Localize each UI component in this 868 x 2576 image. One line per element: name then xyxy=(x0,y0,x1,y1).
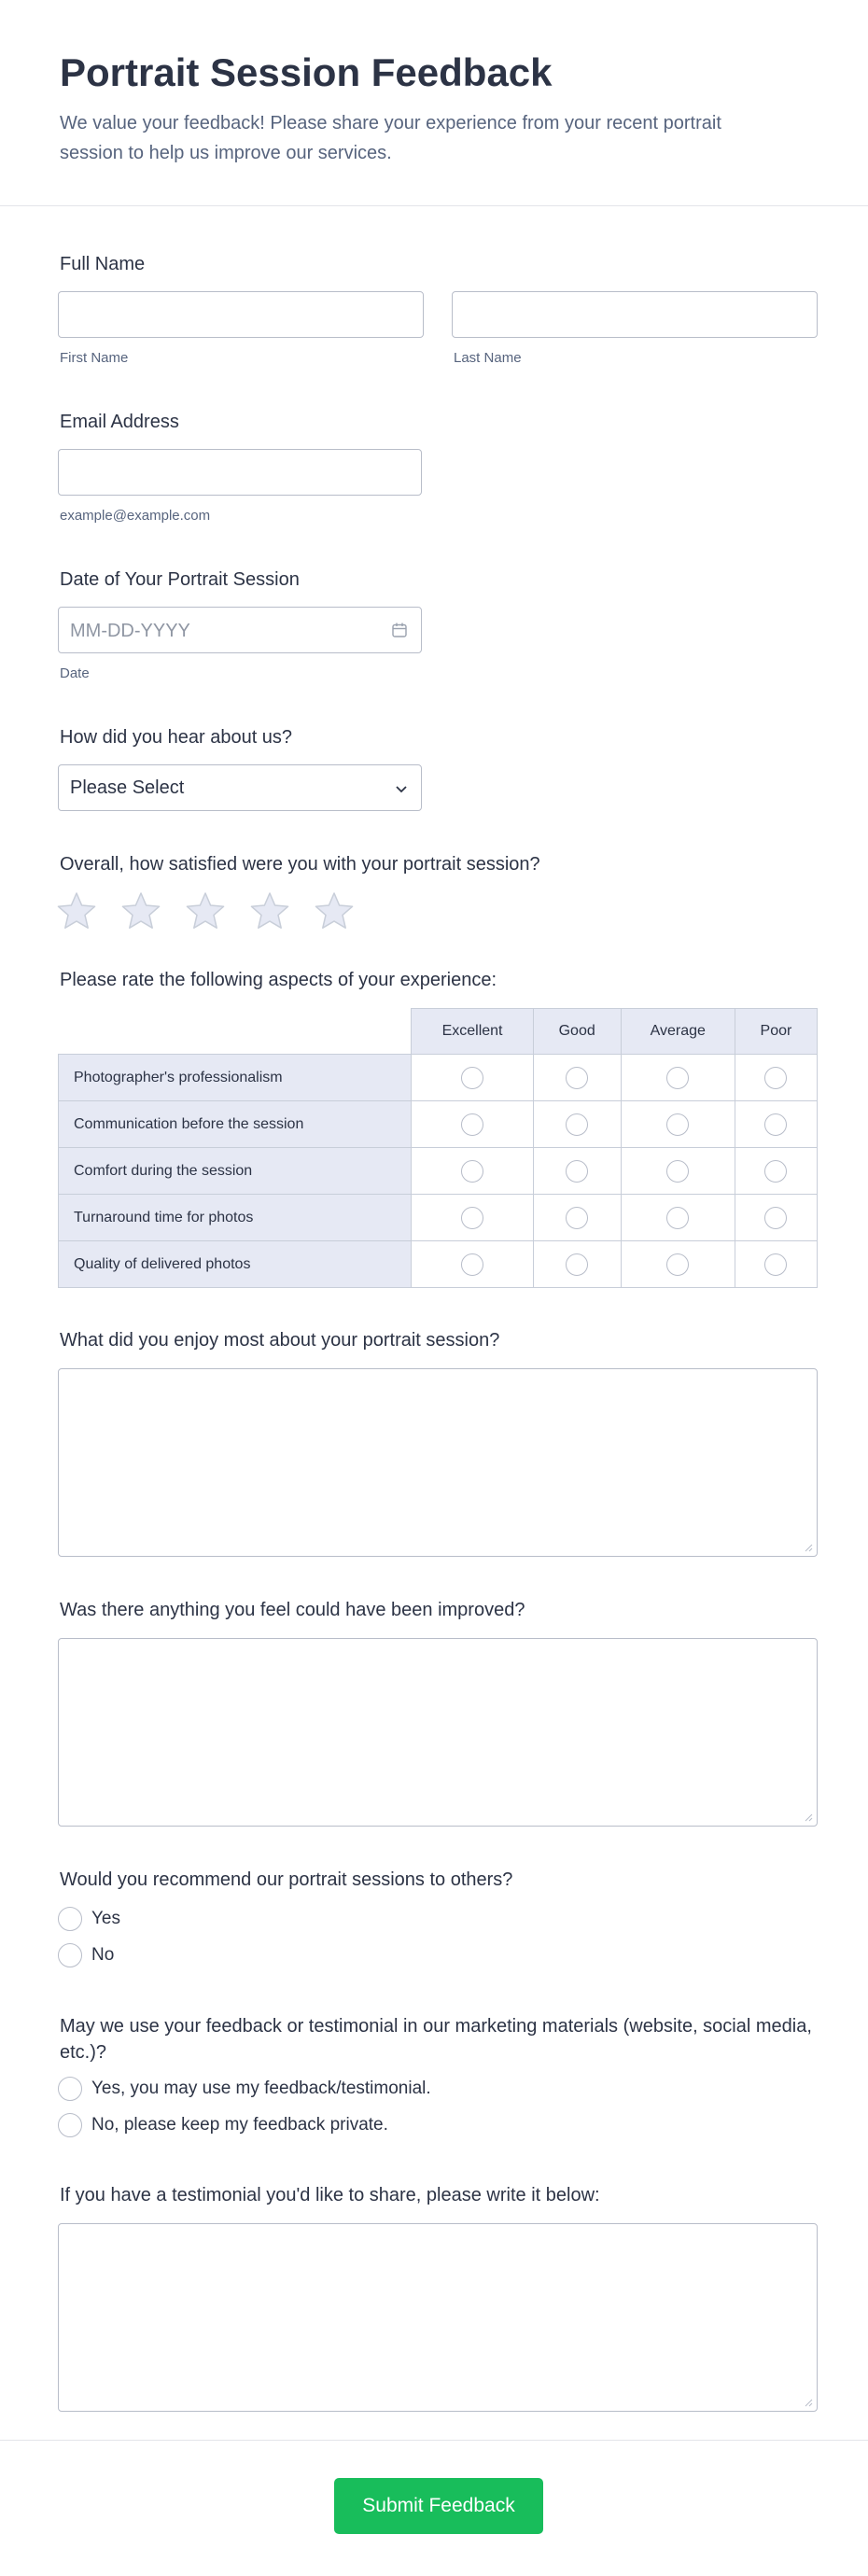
matrix-row-label: Photographer's professionalism xyxy=(59,1055,412,1101)
form-title: Portrait Session Feedback xyxy=(60,50,553,94)
matrix-row xyxy=(59,1055,818,1101)
star-icon[interactable] xyxy=(249,890,290,931)
matrix-column-header: Good xyxy=(533,1009,621,1055)
matrix-row-label: Communication before the session xyxy=(59,1101,412,1148)
matrix-row-label: Turnaround time for photos xyxy=(59,1195,412,1241)
matrix-radio[interactable] xyxy=(764,1067,787,1089)
option-label: No, please keep my feedback private. xyxy=(91,2115,388,2135)
testimonial-textarea[interactable] xyxy=(58,2223,818,2412)
matrix-radio[interactable] xyxy=(461,1253,483,1276)
matrix-radio[interactable] xyxy=(666,1067,689,1089)
matrix-radio[interactable] xyxy=(566,1207,588,1229)
email-label-text: Email Address xyxy=(60,412,179,432)
aspects-label-text: Please rate the following aspects of your experience: xyxy=(60,970,497,990)
matrix-row xyxy=(59,1241,818,1288)
matrix-radio[interactable] xyxy=(566,1160,588,1183)
satisfaction-label xyxy=(60,852,818,876)
last-name-input[interactable] xyxy=(452,291,818,338)
option-label: Yes xyxy=(91,1909,120,1928)
first-name-input[interactable] xyxy=(58,291,424,338)
star-rating[interactable] xyxy=(56,890,378,931)
satisfaction-label-text: Overall, how satisfied were you with your portrait session? xyxy=(60,854,540,875)
matrix-column-header: Poor xyxy=(735,1009,817,1055)
matrix-radio[interactable] xyxy=(566,1253,588,1276)
recommend-option-no[interactable] xyxy=(58,1943,114,1967)
aspects-label xyxy=(60,968,818,992)
marketing-option-no[interactable] xyxy=(58,2113,388,2137)
last-name-sublabel: Last Name xyxy=(454,350,522,366)
matrix-radio[interactable] xyxy=(461,1160,483,1183)
option-label: No xyxy=(91,1945,115,1965)
star-icon[interactable] xyxy=(314,890,355,931)
first-name-sublabel: First Name xyxy=(60,350,129,366)
star-icon[interactable] xyxy=(120,890,161,931)
recommend-label-text: Would you recommend our portrait sessions to others? xyxy=(60,1869,513,1890)
matrix-radio[interactable] xyxy=(566,1067,588,1089)
star-icon[interactable] xyxy=(56,890,97,931)
form-header xyxy=(0,0,868,206)
matrix-radio[interactable] xyxy=(566,1113,588,1136)
referral-label-text: How did you hear about us? xyxy=(60,727,293,748)
recommend-label xyxy=(60,1868,818,1892)
testimonial-label-text: If you have a testimonial you'd like to share, please write it below: xyxy=(60,2185,600,2205)
matrix-radio[interactable] xyxy=(666,1113,689,1136)
referral-select[interactable] xyxy=(58,764,422,811)
marketing-label xyxy=(60,2013,825,2065)
resize-grip-icon[interactable] xyxy=(804,1543,813,1552)
matrix-column-header: Average xyxy=(621,1009,735,1055)
star-icon[interactable] xyxy=(185,890,226,931)
full-name-label xyxy=(60,252,818,276)
option-label: Yes, you may use my feedback/testimonial. xyxy=(91,2079,431,2098)
referral-selected-value: Please Select xyxy=(70,777,185,798)
date-placeholder: MM-DD-YYYY xyxy=(70,621,190,641)
referral-label xyxy=(60,725,818,749)
radio-button[interactable] xyxy=(58,2113,82,2137)
enjoy-label-text: What did you enjoy most about your portrait session? xyxy=(60,1330,500,1351)
enjoy-label xyxy=(60,1328,818,1352)
testimonial-label xyxy=(60,2183,818,2207)
form-description: We value your feedback! Please share your experience from your recent portrait session to help us improve our services. xyxy=(60,113,721,163)
date-sublabel: Date xyxy=(60,665,90,681)
radio-button[interactable] xyxy=(58,2077,82,2101)
resize-grip-icon[interactable] xyxy=(804,1813,813,1822)
date-label-text: Date of Your Portrait Session xyxy=(60,569,300,590)
recommend-option-yes[interactable] xyxy=(58,1907,120,1931)
matrix-column-header: Excellent xyxy=(412,1009,533,1055)
submit-button[interactable]: Submit Feedback xyxy=(334,2478,543,2534)
matrix-radio[interactable] xyxy=(764,1207,787,1229)
marketing-label-text: May we use your feedback or testimonial in our marketing materials (website, social media, etc.)? xyxy=(60,2016,812,2063)
marketing-option-yes[interactable] xyxy=(58,2077,431,2101)
full-name-label-text: Full Name xyxy=(60,254,146,274)
matrix-radio[interactable] xyxy=(666,1207,689,1229)
date-label xyxy=(60,567,818,592)
improve-label xyxy=(60,1598,818,1622)
form-footer xyxy=(0,2440,868,2576)
email-sublabel: example@example.com xyxy=(60,508,211,524)
matrix-radio[interactable] xyxy=(764,1160,787,1183)
enjoy-textarea[interactable] xyxy=(58,1368,818,1557)
matrix-row-label: Quality of delivered photos xyxy=(59,1241,412,1288)
calendar-icon[interactable] xyxy=(391,622,408,638)
radio-button[interactable] xyxy=(58,1907,82,1931)
aspects-matrix xyxy=(58,1008,818,1288)
matrix-row-label: Comfort during the session xyxy=(59,1148,412,1195)
email-label xyxy=(60,410,818,434)
matrix-radio[interactable] xyxy=(666,1160,689,1183)
matrix-radio[interactable] xyxy=(764,1253,787,1276)
matrix-radio[interactable] xyxy=(461,1067,483,1089)
matrix-row xyxy=(59,1148,818,1195)
radio-button[interactable] xyxy=(58,1943,82,1967)
chevron-down-icon xyxy=(393,780,410,797)
resize-grip-icon[interactable] xyxy=(804,2398,813,2407)
matrix-radio[interactable] xyxy=(666,1253,689,1276)
matrix-row xyxy=(59,1195,818,1241)
matrix-radio[interactable] xyxy=(461,1207,483,1229)
matrix-row xyxy=(59,1101,818,1148)
matrix-corner xyxy=(59,1009,412,1055)
matrix-radio[interactable] xyxy=(461,1113,483,1136)
improve-label-text: Was there anything you feel could have been improved? xyxy=(60,1600,525,1620)
date-input[interactable] xyxy=(58,607,422,653)
matrix-radio[interactable] xyxy=(764,1113,787,1136)
improve-textarea[interactable] xyxy=(58,1638,818,1827)
email-input[interactable] xyxy=(58,449,422,496)
